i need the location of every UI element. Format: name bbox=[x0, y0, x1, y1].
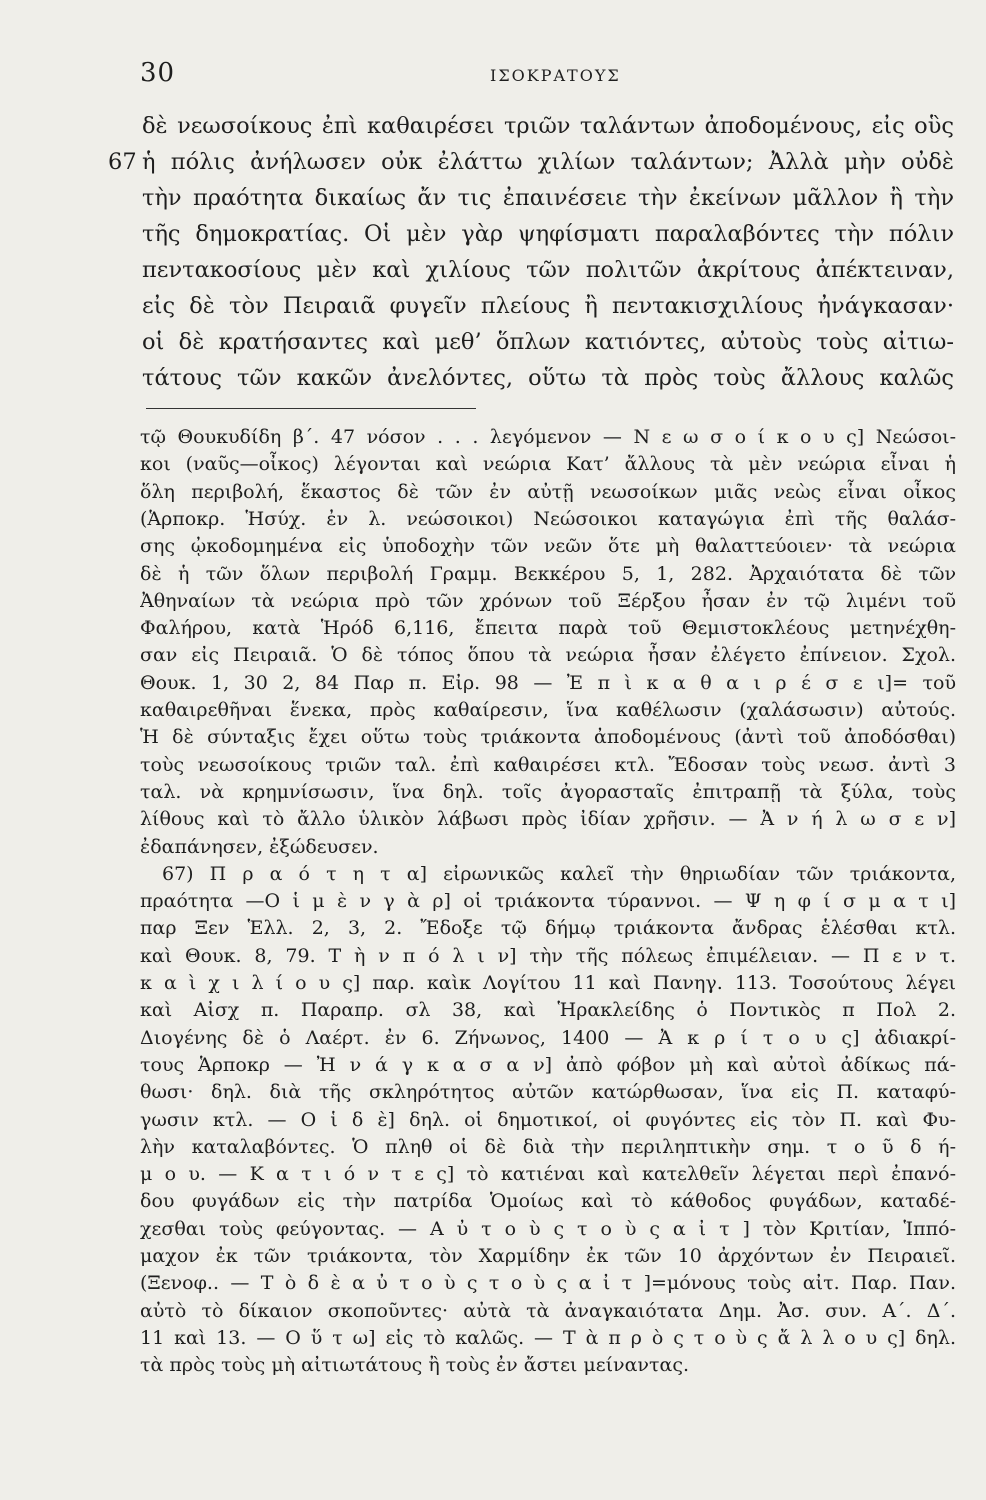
footnote-line: Θουκ. 1, 30 2, 84 Παρ π. Εἰρ. 98 — Ἐ π ὶ κ α θ α ι ρ έ σ ε ι]= τοῦ bbox=[140, 671, 956, 694]
footnote-line: ἐδαπάνησεν, ἐξώδευσεν. bbox=[140, 835, 379, 858]
footnote-line: λίθους καὶ τὸ ἄλλο ὑλικὸν λάβωσι πρὸς ἰδίαν χρῆσιν. — Ἀ ν ή λ ω σ ε ν] bbox=[140, 808, 956, 831]
footnote-line: δὲ ἡ τῶν ὅλων περιβολή Γραμμ. Βεκκέρου 5, 1, 282. Ἀρχαιότατα δὲ τῶν bbox=[140, 562, 956, 585]
footnote-line: Ἡ δὲ σύνταξις ἔχει οὕτω τοὺς τριάκοντα ἀποδομένους (ἀντὶ τοῦ ἀποδόσθαι) bbox=[140, 726, 956, 749]
footnote-line: καὶ Θουκ. 8, 79. Τ ὴ ν π ό λ ι ν] τὴν τῆς πόλεως ἐπιμέλειαν. — Π ε ν τ. bbox=[140, 944, 956, 967]
footnote-line: καὶ Αἰσχ π. Παραπρ. σλ 38, καὶ Ἡρακλείδης ὁ Ποντικὸς π Πολ 2. bbox=[140, 999, 956, 1022]
footnote-line: λὴν καταλαβόντες. Ὁ πληθ οἱ δὲ διὰ τὴν περιληπτικὴν σημ. τ ο ῦ δ ή- bbox=[140, 1135, 956, 1158]
footnote-separator-rule bbox=[146, 408, 476, 409]
footnote-line: σαν εἰς Πειραιᾶ. Ὁ δὲ τόπος ὅπου τὰ νεώρια ἦσαν ἐλέγετο ἐπίνειον. Σχολ. bbox=[140, 644, 956, 667]
footnote-line: ὅλη περιβολή, ἕκαστος δὲ τῶν ἐν αὐτῇ νεωσοίκων μιᾶς νεὼς εἶναι οἶκος bbox=[140, 480, 956, 503]
main-text-line: ἡ πόλις ἀνήλωσεν οὐκ ἐλάττω χιλίων ταλάντων; Ἀλλὰ μὴν οὐδὲ bbox=[142, 149, 954, 175]
running-head: ΙΣΟΚΡΑΤΟΥΣ bbox=[490, 66, 621, 85]
footnote-line: παρ Ξεν Ἑλλ. 2, 3, 2. Ἔδοξε τῷ δήμῳ τριάκοντα ἄνδρας ἑλέσθαι κτλ. bbox=[140, 917, 956, 940]
footnote-line: τῷ Θουκυδίδη β΄. 47 νόσον . . . λεγόμενον — Ν ε ω σ ο ί κ ο υ ς] Νεώσοι- bbox=[140, 426, 956, 448]
main-text-line: δὲ νεωσοίκους ἐπὶ καθαιρέσει τριῶν ταλάντων ἀποδομένους, εἰς οὓς bbox=[142, 113, 954, 139]
footnote-line: 67) Π ρ α ό τ η τ α] εἰρωνικῶς καλεῖ τὴν θηριωδίαν τῶν τριάκοντα, bbox=[162, 862, 956, 885]
footnote-line: κοι (ναῦς—οἶκος) λέγονται καὶ νεώρια Κατ’ ἄλλους τὰ μὲν νεώρια εἶναι ἡ bbox=[140, 453, 956, 476]
footnote-line: πραότητα —Ο ἱ μ ὲ ν γ ὰ ρ] οἱ τριάκοντα τύραννοι. — Ψ η φ ί σ μ α τ ι] bbox=[140, 890, 956, 913]
main-text-line: πεντακοσίους μὲν καὶ χιλίους τῶν πολιτῶν ἀκρίτους ἀπέκτειναν, bbox=[142, 257, 954, 283]
main-text-line: τάτους τῶν κακῶν ἀνελόντες, οὕτω τὰ πρὸς τοὺς ἄλλους καλῶς bbox=[142, 365, 954, 391]
footnote-line: 11 καὶ 13. — Ο ὕ τ ω] εἰς τὸ καλῶς. — Τ ὰ π ρ ὸ ς τ ο ὺ ς ἄ λ λ ο υ ς] δηλ. bbox=[140, 1326, 956, 1349]
footnote-line: καθαιρεθῆναι ἕνεκα, πρὸς καθαίρεσιν, ἵνα καθέλωσιν (χαλάσωσιν) αὐτούς. bbox=[140, 699, 956, 721]
footnote-line: Ἀθηναίων τὰ νεώρια πρὸ τῶν χρόνων τοῦ Ξέρξου ἦσαν ἐν τῷ λιμένι τοῦ bbox=[140, 589, 956, 612]
main-text-line: οἱ δὲ κρατήσαντες καὶ μεθ’ ὅπλων κατιόντες, αὐτοὺς τοὺς αἰτιω- bbox=[142, 329, 954, 355]
footnote-line: τοὺς νεωσοίκους τριῶν ταλ. ἐπὶ καθαιρέσει κτλ. Ἔδοσαν τοὺς νεωσ. ἀντὶ 3 bbox=[140, 753, 956, 776]
footnote-line: μαχον ἐκ τῶν τριάκοντα, τὸν Χαρμίδην ἐκ τῶν 10 ἀρχόντων ἐν Πειραιεῖ. bbox=[140, 1245, 956, 1267]
footnote-line: (Ξενοφ.. — Τ ὸ δ ὲ α ὐ τ ο ὺ ς τ ο ὺ ς α ἰ τ ]=μόνους τοὺς αἰτ. Παρ. Παν. bbox=[140, 1272, 956, 1295]
main-text-line: τὴν πραότητα δικαίως ἄν τις ἐπαινέσειε τὴν ἐκείνων μᾶλλον ἢ τὴν bbox=[142, 185, 954, 211]
footnote-line: αὐτὸ τὸ δίκαιον σκοποῦντες· αὐτὰ τὰ ἀναγκαιότατα Δημ. Ἀσ. συν. Α΄. Δ΄. bbox=[140, 1299, 956, 1322]
footnote-line: θωσι· δηλ. διὰ τῆς σκληρότητος αὐτῶν κατώρθωσαν, ἵνα εἰς Π. καταφύ- bbox=[140, 1081, 956, 1104]
footnote-line: δου φυγάδων εἰς τὴν πατρίδα Ὁμοίως καὶ τὸ κάθοδος φυγάδων, καταδέ- bbox=[140, 1190, 956, 1213]
footnote-line: ταλ. νὰ κρημνίσωσιν, ἵνα δηλ. τοῖς ἀγορασταῖς ἐπιτραπῇ τὰ ξύλα, τοὺς bbox=[140, 780, 956, 803]
main-text-line: τῆς δημοκρατίας. Οἱ μὲν γὰρ ψηφίσματι παραλαβόντες τὴν πόλιν bbox=[142, 221, 954, 247]
footnote-line: σης ᾠκοδομημένα εἰς ὑποδοχὴν τῶν νεῶν ὅτε μὴ θαλαττεύοιεν· τὰ νεώρια bbox=[140, 535, 956, 558]
footnote-line: κ α ὶ χ ι λ ί ο υ ς] παρ. καὶκ Λογίτου 11 καὶ Πανηγ. 113. Τοσούτους λέγει bbox=[140, 972, 956, 994]
main-text-line: εἰς δὲ τὸν Πειραιᾶ φυγεῖν πλείους ἢ πεντακισχιλίους ἠνάγκασαν· bbox=[142, 293, 954, 319]
footnote-line: (Ἁρποκρ. Ἡσύχ. ἐν λ. νεώσοικοι) Νεώσοικοι καταγώγια ἐπὶ τῆς θαλάσ- bbox=[140, 507, 956, 530]
page-number: 30 bbox=[140, 58, 176, 88]
footnote-line: τους Ἁρποκρ — Ἠ ν ά γ κ α σ α ν] ἀπὸ φόβον μὴ καὶ αὐτοὶ ἀδίκως πά- bbox=[140, 1053, 956, 1076]
footnote-line: τὰ πρὸς τοὺς μὴ αἰτιωτάτους ἢ τοὺς ἐν ἄστει μείναντας. bbox=[140, 1354, 689, 1377]
section-margin-number: 67 bbox=[108, 149, 137, 175]
footnote-line: Διογένης δὲ ὁ Λαέρτ. ἐν 6. Ζήνωνος, 1400 — Ἀ κ ρ ί τ ο υ ς] ἀδιακρί- bbox=[140, 1026, 956, 1049]
footnote-line: Φαλήρου, κατὰ Ἡρόδ 6,116, ἔπειτα παρὰ τοῦ Θεμιστοκλέους μετηνέχθη- bbox=[140, 617, 956, 640]
footnote-line: χεσθαι τοὺς φεύγοντας. — Α ὐ τ ο ὺ ς τ ο ὺ ς α ἰ τ ] τὸν Κριτίαν, Ἱππό- bbox=[140, 1217, 956, 1240]
footnote-line: γωσιν κτλ. — Ο ἱ δ ὲ] δηλ. οἱ δημοτικοί, οἱ φυγόντες εἰς τὸν Π. καὶ Φυ- bbox=[140, 1108, 956, 1131]
footnote-line: μ ο υ. — Κ α τ ι ό ν τ ε ς] τὸ κατιέναι καὶ κατελθεῖν λέγεται περὶ ἐπανό- bbox=[140, 1163, 956, 1186]
